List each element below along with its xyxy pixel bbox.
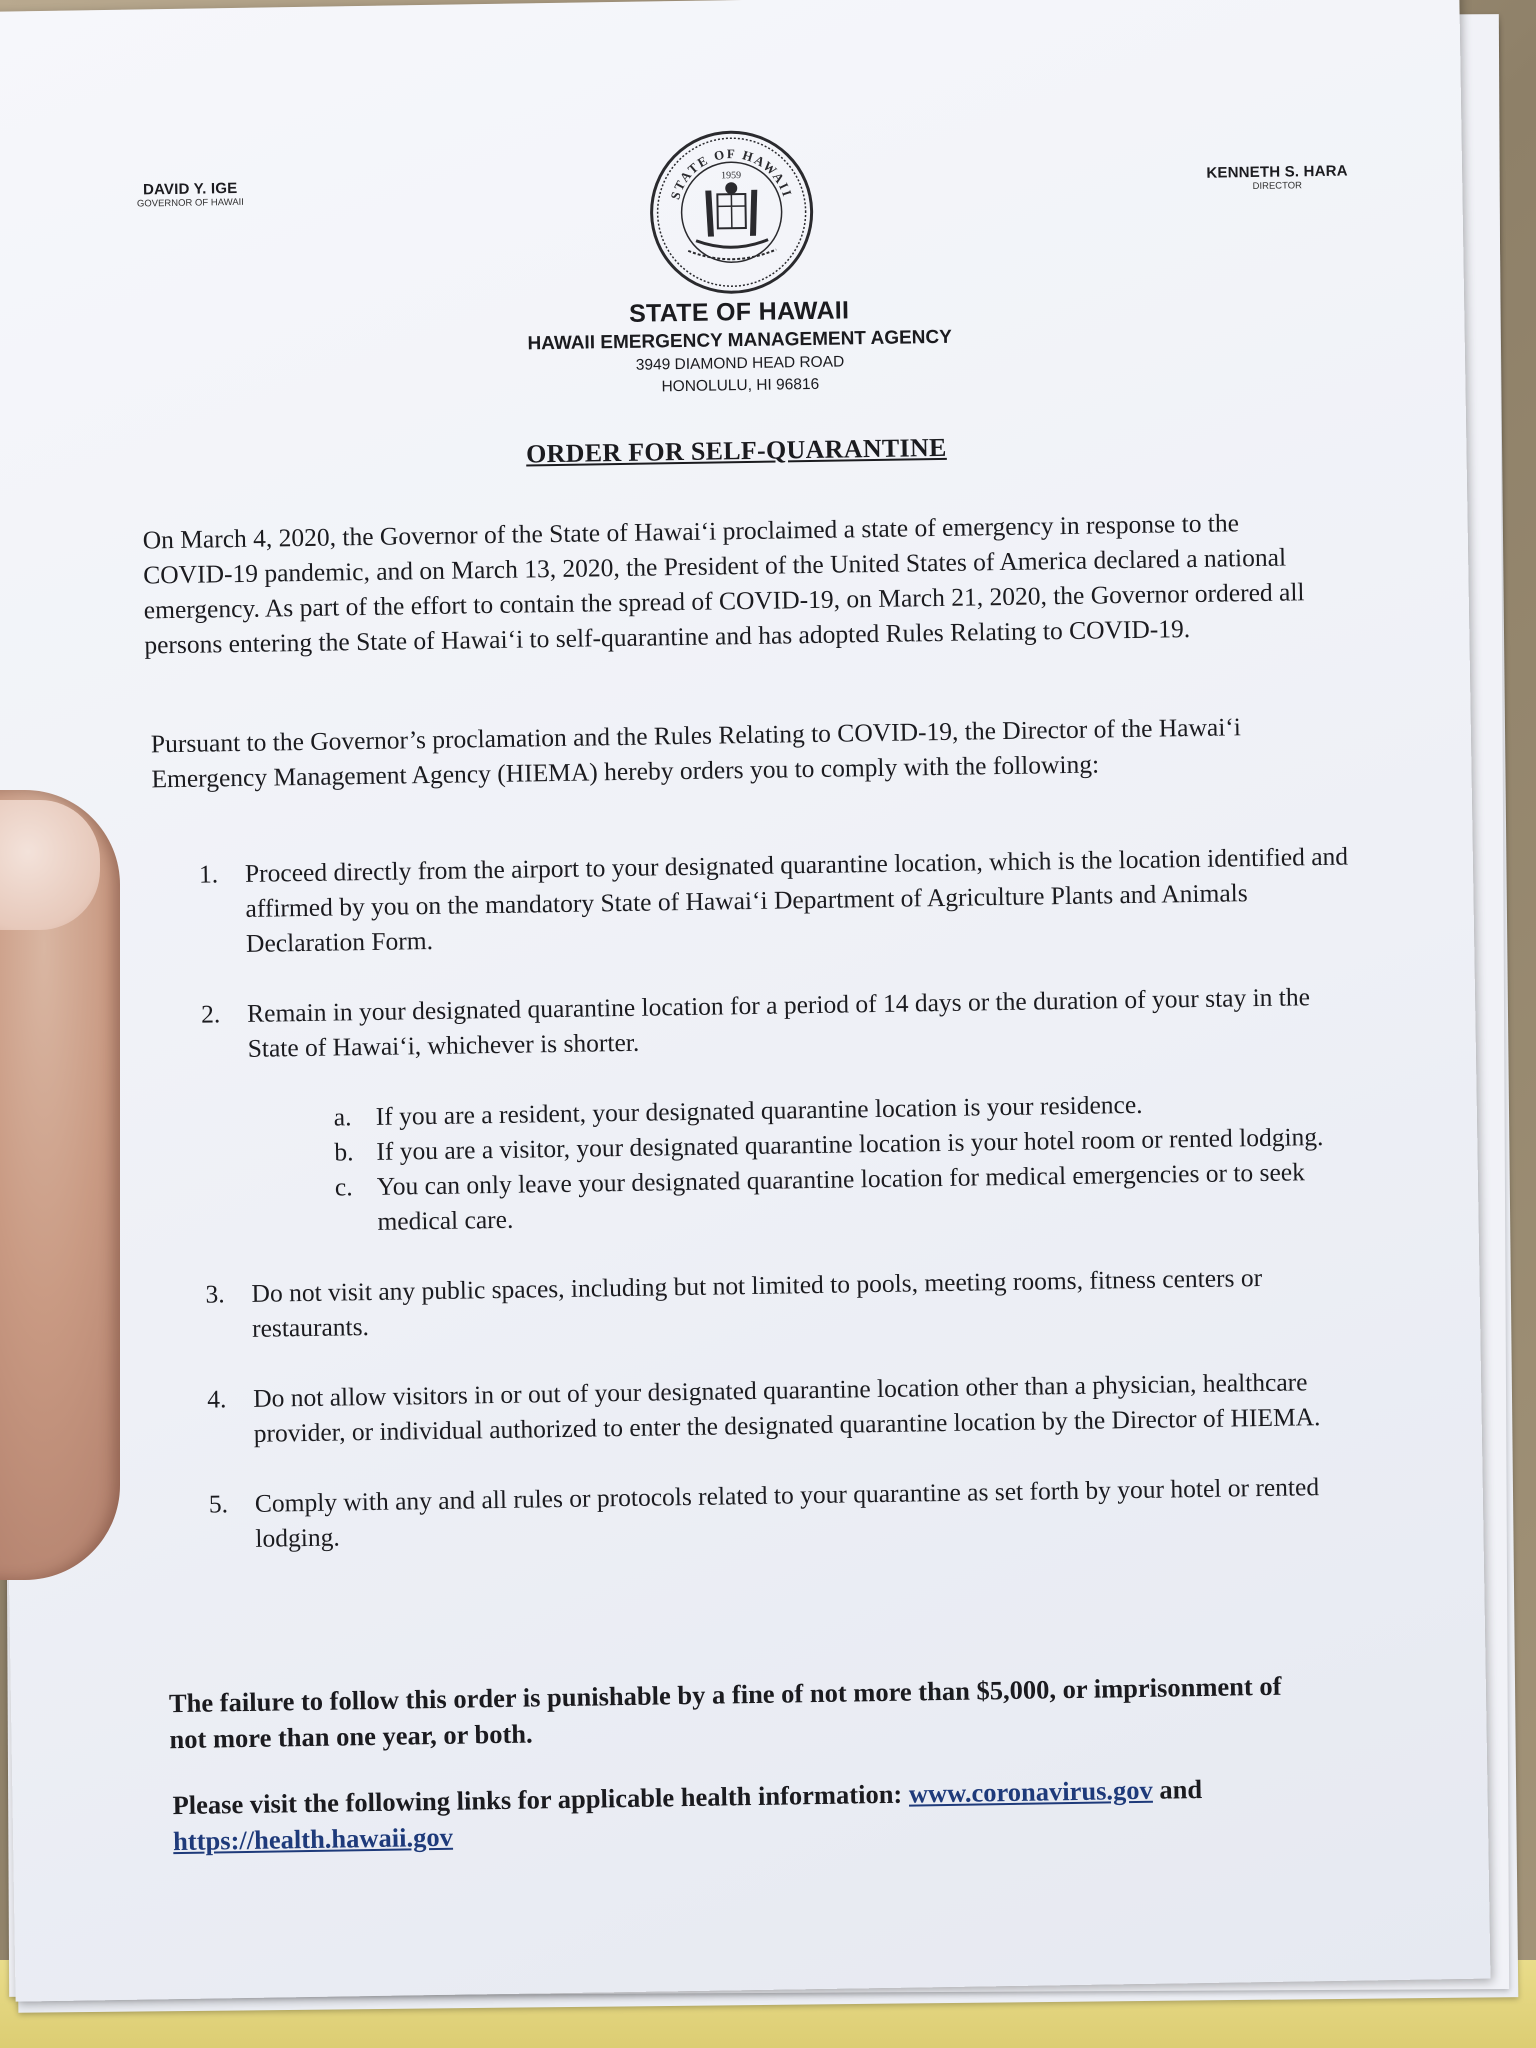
list-item xyxy=(193,839,1355,962)
state-name: STATE OF HAWAII xyxy=(628,296,850,328)
item-text: Do not visit any public spaces, including but not limited to pools, meeting rooms, fitness centers or restaurants. xyxy=(251,1262,1263,1343)
order-paragraph: Pursuant to the Governor’s proclamation and the Rules Relating to COVID-19, the Director of the Hawai‘i Emergency Management Agency (HIEMA) hereby orders you to comply with the following: xyxy=(150,712,1242,794)
governor-title: GOVERNOR OF HAWAII xyxy=(136,196,244,210)
state-seal-icon xyxy=(646,127,817,298)
sub-item-letter: a. xyxy=(333,1102,352,1132)
agency-name: HAWAII EMERGENCY MANAGEMENT AGENCY xyxy=(527,326,952,355)
director-block xyxy=(1192,162,1362,193)
penalty-warning: The failure to follow this order is punishable by a fine of not more than $5,000, or imprisonment of not more than one year, or both. xyxy=(168,1670,1282,1755)
order-list xyxy=(193,839,1364,1592)
item-number: 3. xyxy=(205,1279,225,1309)
list-item xyxy=(203,1468,1364,1556)
agency-letterhead xyxy=(429,293,1050,401)
item-text: Remain in your designated quarantine location for a period of 14 days or the duration of your stay in the State of Hawai‘i, whichever is shorter. xyxy=(246,982,1311,1063)
director-name: KENNETH S. HARA xyxy=(1206,162,1348,182)
governor-block xyxy=(115,180,265,210)
item-text: Proceed directly from the airport to your designated quarantine location, which is the location identified and affirmed by you on the mandatory State of Hawai‘i Department of Agriculture Plants and Animals Declaration Form. xyxy=(244,841,1349,958)
sub-list xyxy=(334,1083,1359,1239)
item-text: Do not allow visitors in or out of your designated quarantine location other than a physician, healthcare provider, or individual authorized to enter the designated quarantine location by the Director of HIEMA. xyxy=(252,1367,1321,1448)
sub-item-letter: c. xyxy=(334,1172,353,1202)
address-line-1: 3949 DIAMOND HEAD ROAD xyxy=(635,353,845,374)
address-line-2: HONOLULU, HI 96816 xyxy=(661,375,820,396)
director-title: DIRECTOR xyxy=(1252,180,1303,193)
item-number: 4. xyxy=(206,1384,227,1414)
document-title: ORDER FOR SELF-QUARANTINE xyxy=(525,432,947,469)
links-joiner: and xyxy=(1152,1773,1203,1805)
seal-text: STATE OF HAWAII xyxy=(667,146,796,202)
coronavirus-gov-link[interactable]: www.coronavirus.gov xyxy=(908,1774,1153,1809)
list-item xyxy=(199,1258,1360,1346)
item-number: 1. xyxy=(198,859,219,889)
list-item xyxy=(201,1363,1362,1451)
intro-paragraph: On March 4, 2020, the Governor of the State of Hawai‘i proclaimed a state of emergency in response to the COVID-19 pandemic, and on March 13, 2020, the President of the United States of America declared a national emergency. As part of the effort to contain the spread of COVID-19, on March 21, 2020, the Governor ordered all persons entering the State of Hawai‘i to self-quarantine and has adopted Rules Relating to COVID-19. xyxy=(142,508,1305,660)
health-links xyxy=(172,1768,1393,1859)
list-item xyxy=(195,978,1359,1241)
seal-year: 1959 xyxy=(720,170,742,182)
sub-item-text: If you are a visitor, your designated quarantine location is your hotel room or rented lodging. xyxy=(376,1122,1324,1166)
links-prefix: Please visit the following links for applicable health information: xyxy=(172,1778,910,1821)
sub-item-text: If you are a resident, your designated quarantine location is your residence. xyxy=(375,1089,1143,1131)
governor-name: DAVID Y. IGE xyxy=(142,179,238,199)
sub-item-letter: b. xyxy=(334,1137,354,1167)
item-number: 5. xyxy=(208,1489,229,1519)
sub-item-text: You can only leave your designated quarantine location for medical emergencies or to seek medical care. xyxy=(376,1157,1306,1236)
item-text: Comply with any and all rules or protocols related to your quarantine as set forth by your hotel or rented lodging. xyxy=(254,1472,1320,1553)
sub-list-item xyxy=(335,1153,1359,1239)
health-hawaii-link[interactable]: https://health.hawaii.gov xyxy=(172,1821,454,1857)
item-number: 2. xyxy=(200,999,221,1029)
